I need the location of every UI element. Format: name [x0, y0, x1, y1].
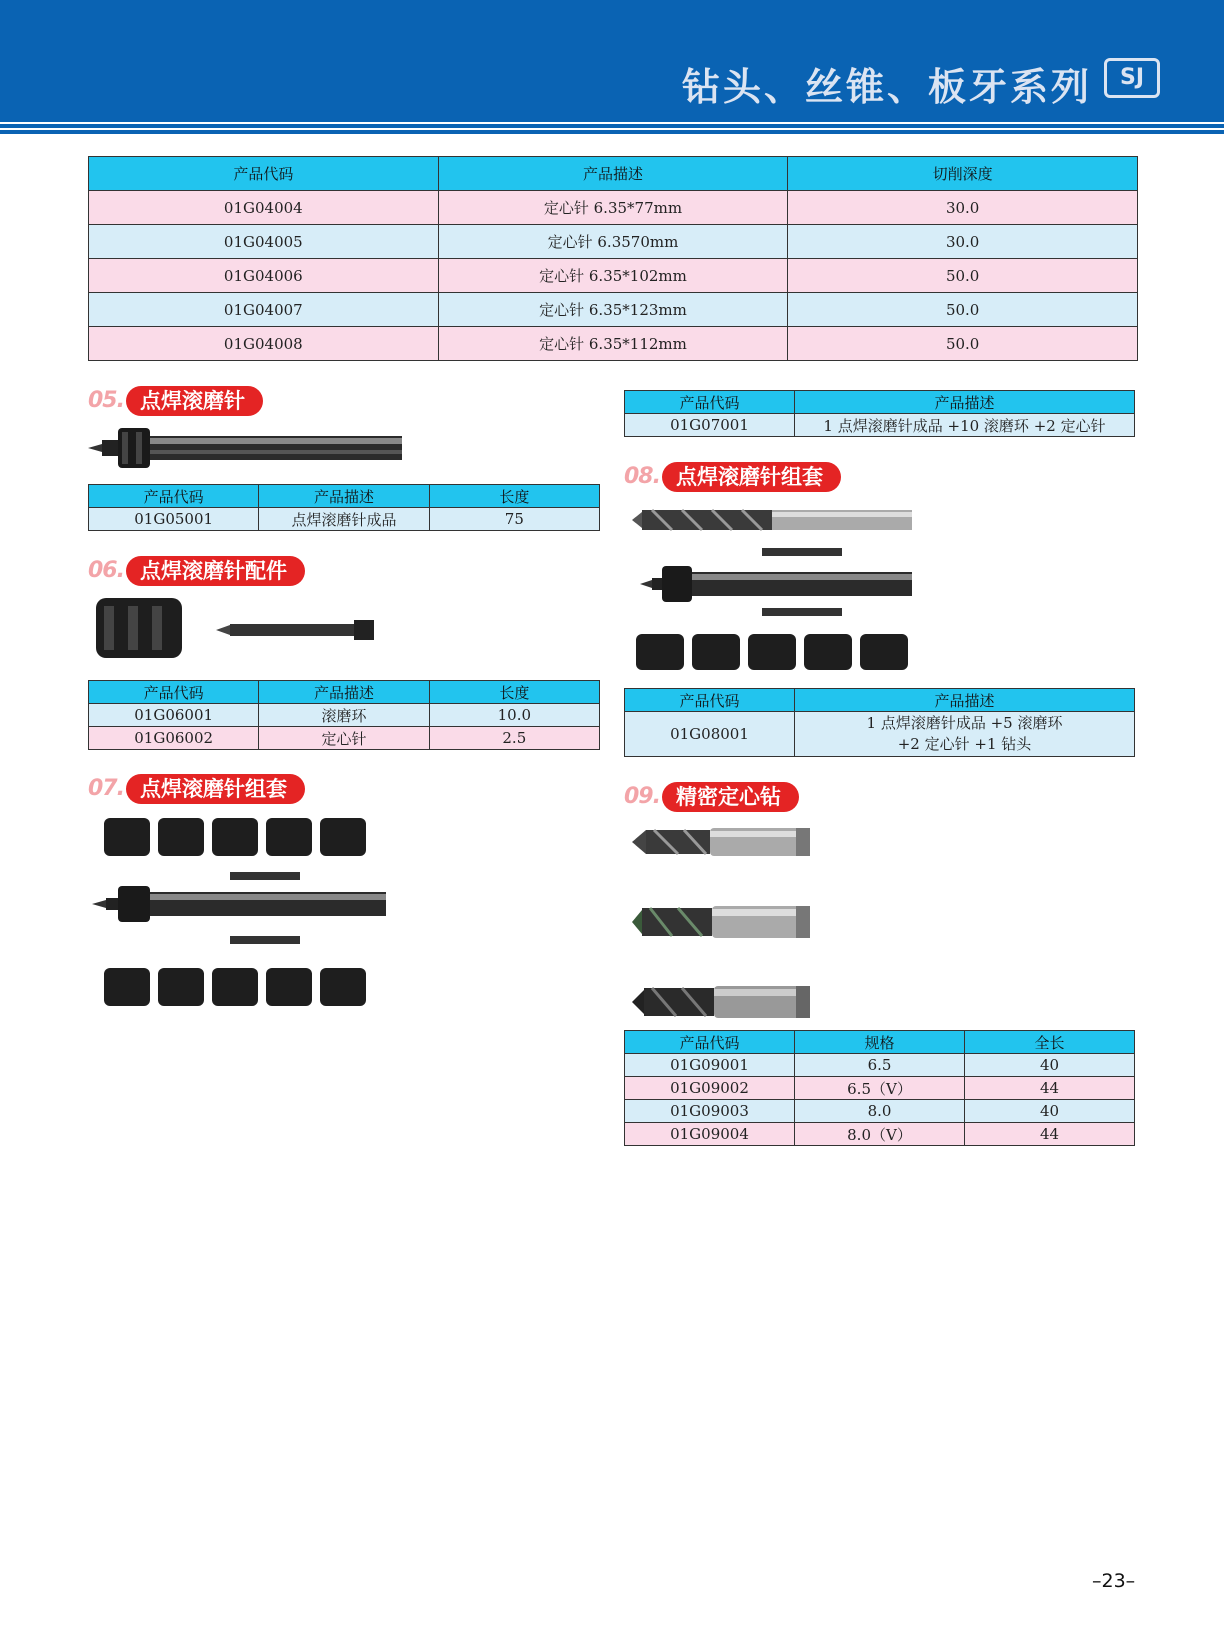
description-line: +2 定心针 +1 钻头: [897, 735, 1032, 753]
column-header: 全长: [965, 1031, 1135, 1054]
length: 10.0: [429, 704, 599, 727]
table-row: [625, 414, 1135, 437]
description-line: 1 点焊滚磨针成品 +5 滚磨环: [866, 714, 1063, 732]
overall-length: 44: [965, 1123, 1135, 1146]
table-row: [625, 1077, 1135, 1100]
section-06-table: [88, 680, 600, 750]
product-description: 定心针 6.35*77mm: [438, 191, 788, 225]
product-description: 定心针: [259, 727, 429, 750]
product-code: 01G09001: [625, 1054, 795, 1077]
product-code: 01G05001: [89, 508, 259, 531]
column-header: 产品代码: [89, 157, 439, 191]
header-divider: [0, 130, 1224, 134]
product-code: 01G08001: [625, 712, 795, 757]
product-code: 01G04007: [89, 293, 439, 327]
page-number: –23–: [1092, 1570, 1136, 1592]
product-description: 定心针 6.35*123mm: [438, 293, 788, 327]
section-08-table: [624, 688, 1135, 757]
table-row: [625, 1123, 1135, 1146]
table-row: [89, 191, 1138, 225]
column-header: 产品代码: [625, 689, 795, 712]
product-description: 定心针 6.35*102mm: [438, 259, 788, 293]
cutting-depth: 30.0: [788, 225, 1138, 259]
table-row: [625, 1100, 1135, 1123]
spot-weld-cutter-image: [88, 420, 408, 476]
brand-logo: SJ: [1104, 58, 1160, 98]
cutter-ring-and-pin-image: [92, 592, 382, 666]
column-header: 规格: [795, 1031, 965, 1054]
section-number: 07.: [88, 776, 124, 801]
cutting-depth: 50.0: [788, 327, 1138, 361]
section-title: 点焊滚磨针组套: [126, 774, 305, 804]
product-code: 01G04004: [89, 191, 439, 225]
product-code: 01G04006: [89, 259, 439, 293]
specification: 8.0: [795, 1100, 965, 1123]
section-number: 09.: [624, 784, 660, 809]
column-header: 产品代码: [625, 1031, 795, 1054]
column-header: 产品代码: [89, 485, 259, 508]
specification: 8.0（V）: [795, 1123, 965, 1146]
cutting-depth: 50.0: [788, 293, 1138, 327]
product-code: 01G07001: [625, 414, 795, 437]
section-number: 06.: [88, 558, 124, 583]
specification: 6.5: [795, 1054, 965, 1077]
column-header: 长度: [429, 681, 599, 704]
table-row: [89, 704, 600, 727]
cutter-kit-with-drill-image: [632, 500, 922, 676]
section-number: 05.: [88, 388, 124, 413]
product-description: 1 点焊滚磨针成品 +10 滚磨环 +2 定心针: [795, 414, 1135, 437]
table-row: [89, 327, 1138, 361]
precision-center-drill-image: [632, 818, 822, 1024]
specification: 6.5（V）: [795, 1077, 965, 1100]
product-code: 01G06002: [89, 727, 259, 750]
table-row: [89, 508, 600, 531]
section-title: 精密定心钻: [662, 782, 799, 812]
overall-length: 40: [965, 1100, 1135, 1123]
product-code: 01G06001: [89, 704, 259, 727]
section-number: 08.: [624, 464, 660, 489]
column-header: 产品代码: [89, 681, 259, 704]
table-row: [89, 225, 1138, 259]
overall-length: 40: [965, 1054, 1135, 1077]
column-header: 产品描述: [438, 157, 788, 191]
table-row: [89, 727, 600, 750]
table-row: [89, 293, 1138, 327]
section-title: 点焊滚磨针配件: [126, 556, 305, 586]
cutter-kit-image: [92, 812, 392, 1012]
table-row: [625, 1054, 1135, 1077]
length: 75: [429, 508, 599, 531]
column-header: 长度: [429, 485, 599, 508]
column-header: 产品描述: [795, 689, 1135, 712]
header-banner: [0, 0, 1224, 122]
center-pin-table: [88, 156, 1138, 361]
table-row: [625, 712, 1135, 757]
cutting-depth: 50.0: [788, 259, 1138, 293]
overall-length: 44: [965, 1077, 1135, 1100]
product-description: 点焊滚磨针成品: [259, 508, 429, 531]
product-description: 定心针 6.35*112mm: [438, 327, 788, 361]
product-code: 01G04008: [89, 327, 439, 361]
product-code: 01G09004: [625, 1123, 795, 1146]
cutting-depth: 30.0: [788, 191, 1138, 225]
product-code: 01G09003: [625, 1100, 795, 1123]
section-07-table: [624, 390, 1135, 437]
product-description: [795, 712, 1135, 757]
section-05-table: [88, 484, 600, 531]
column-header: 产品描述: [795, 391, 1135, 414]
header-divider: [0, 124, 1224, 128]
section-title: 点焊滚磨针: [126, 386, 263, 416]
column-header: 产品描述: [259, 485, 429, 508]
column-header: 产品代码: [625, 391, 795, 414]
column-header: 产品描述: [259, 681, 429, 704]
product-description: 定心针 6.3570mm: [438, 225, 788, 259]
product-description: 滚磨环: [259, 704, 429, 727]
section-title: 点焊滚磨针组套: [662, 462, 841, 492]
product-code: 01G04005: [89, 225, 439, 259]
page-title: 钻头、丝锥、板牙系列: [681, 65, 1092, 109]
section-09-table: [624, 1030, 1135, 1146]
column-header: 切削深度: [788, 157, 1138, 191]
product-code: 01G09002: [625, 1077, 795, 1100]
length: 2.5: [429, 727, 599, 750]
table-row: [89, 259, 1138, 293]
